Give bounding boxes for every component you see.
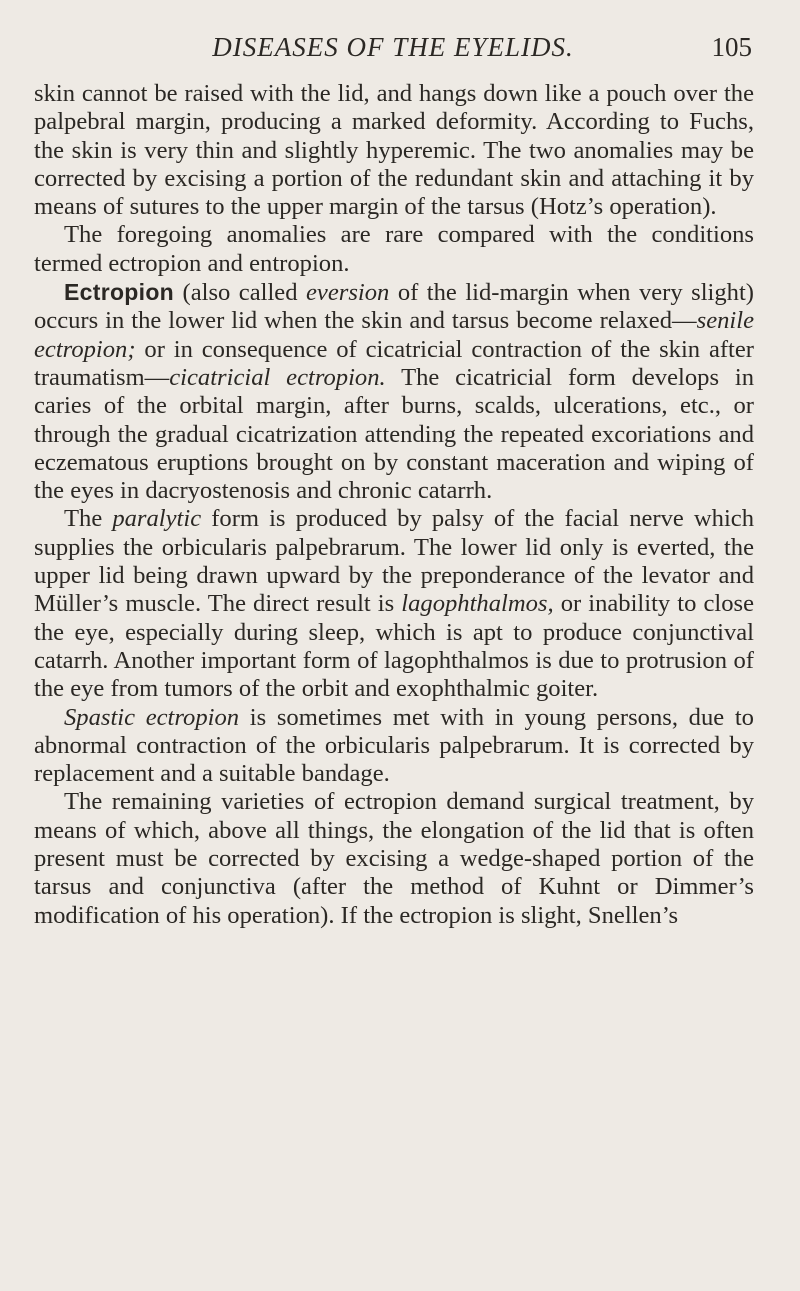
italic-term: lagophthalmos, — [401, 590, 554, 618]
body-text — [34, 80, 754, 930]
text-run: of the lid-margin when very slight) occurs in the lower lid when the skin and tarsus become relaxed— — [34, 279, 754, 335]
text-run: or inability to close the eye, especially during sleep, which is apt to produce conjunctival catarrh. Another important form of lagophthalmos is due to protrusion of the eye from tumors of the orbit and exophthalmic goiter. — [34, 590, 754, 703]
text-run: or in consequence of cicatricial contraction of the skin after traumatism— — [34, 335, 754, 391]
text-run: (also called — [174, 279, 307, 307]
text-run: is sometimes met with in young persons, due to abnormal contraction of the orbicularis palpebrarum. It is corrected by replacement and a suitable bandage. — [34, 703, 754, 788]
italic-term: Spastic ectropion — [64, 703, 240, 731]
paragraph-paralytic — [34, 505, 754, 703]
text-run: The cicatricial form develops in caries of the orbital margin, after burns, scalds, ulcerations, etc., or through the gradual cicatrization attending the repeated excoriations and eczematous eruptions brought on by constant maceration and wiping of the eyes in dacryostenosis and chronic catarrh. — [34, 363, 755, 505]
italic-term: paralytic — [112, 505, 202, 533]
paragraph-spastic — [34, 704, 754, 789]
italic-term: cicatricial ectropion. — [169, 363, 386, 391]
paragraph-continuation: skin cannot be raised with the lid, and hangs down like a pouch over the palpebral margin, producing a marked deformity. According to Fuchs, the skin is very thin and slightly hyperemic. The two anomalies may be corrected by excising a portion of the redundant skin and attaching it by means of sutures to the upper margin of the tarsus (Hotz’s operation). — [34, 80, 754, 221]
page-number: 105 — [711, 32, 752, 62]
paragraph-surgical: The remaining varieties of ectropion demand surgical treatment, by means of which, above all things, the elongation of the lid that is often present must be corrected by excising a wedge-shaped portion of the tarsus and conjunctiva (after the method of Kuhnt or Dimmer’s modification of his operation). If the ectropion is slight, Snellen’s — [34, 788, 754, 929]
section-heading-ectropion: Ectropion — [64, 279, 175, 306]
italic-term: senile ectropion; — [34, 307, 754, 363]
text-run: The — [64, 505, 113, 533]
italic-term: eversion — [306, 279, 390, 307]
paragraph-ectropion — [34, 278, 754, 505]
paragraph-anomalies: The foregoing anomalies are rare compared with the conditions termed ectropion and entropion. — [34, 221, 754, 277]
page-header — [34, 28, 752, 68]
text-run: form is produced by palsy of the facial nerve which supplies the orbicularis palpebrarum. The lower lid only is everted, the upper lid being drawn upward by the preponderance of the levator and Müller’s muscle. The direct result is — [34, 505, 754, 618]
running-title: DISEASES OF THE EYELIDS. — [212, 32, 574, 62]
